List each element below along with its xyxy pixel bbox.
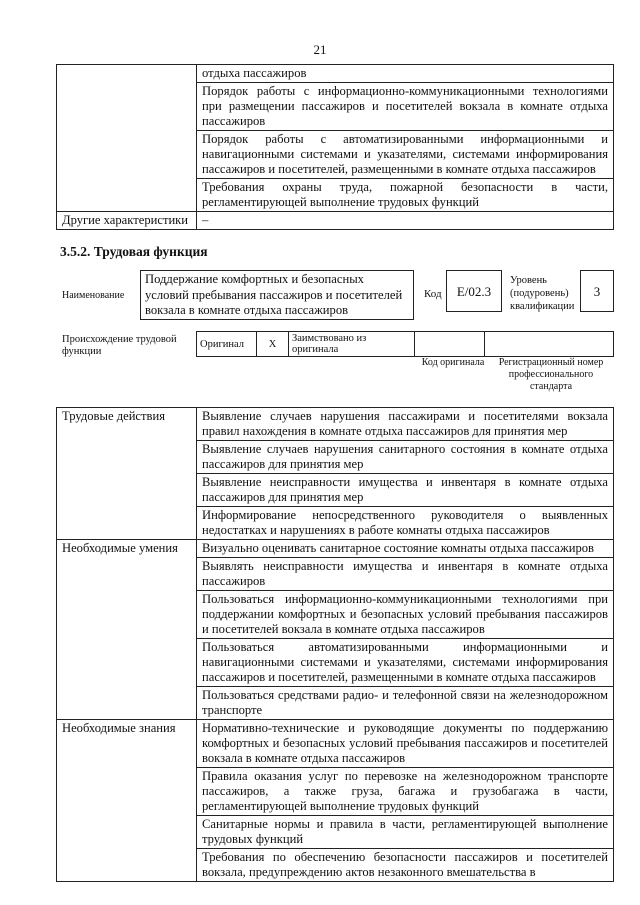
registration-number-caption: Регистрационный номер профессионального стандарта: [498, 357, 604, 392]
origin-table: [196, 331, 614, 357]
qualification-level-label: Уровень (подуровень) квалификации: [510, 275, 575, 312]
table-row: [57, 540, 614, 558]
table-cell: Пользоваться автоматизированными информационными и навигационными системами и указателями, системами информирования пассажиров и посетителей, размещенными в комнате отдыха пассажиров: [197, 639, 614, 687]
table-row: [197, 332, 614, 357]
function-code-box: Е/02.3: [446, 270, 502, 312]
borrowed-label: Заимствовано из оригинала: [289, 332, 415, 357]
table-cell: Выявление неисправности имущества и инвентаря в комнате отдыха пассажиров для принятия мер: [197, 474, 614, 507]
table-cell: Требования по обеспечению безопасности пассажиров и посетителей вокзала, предупреждению актов незаконного вмешательства в: [197, 849, 614, 882]
table-cell: Правила оказания услуг по перевозке на железнодорожном транспорте пассажиров, а также груза, багажа и грузобагажа в части, регламентирующей выполнение трудовых функций: [197, 768, 614, 816]
table-cell: Пользоваться средствами радио- и телефонной связи на железнодорожном транспорте: [197, 687, 614, 720]
table-cell: Выявление случаев нарушения пассажирами и посетителями вокзала правил нахождения в комнате отдыха пассажиров для принятия мер: [197, 408, 614, 441]
table-cell: Пользоваться информационно-коммуникационными технологиями при поддержании комфортных и безопасных условий пребывания пассажиров и посетителей вокзала в комнате отдыха пассажиров: [197, 591, 614, 639]
table-cell: отдыха пассажиров: [197, 65, 614, 83]
table-cell: Нормативно-технические и руководящие документы по поддержанию комфортных и безопасных условий пребывания пассажиров и посетителей вокзала в комнате отдыха пассажиров: [197, 720, 614, 768]
function-details-table: [56, 407, 614, 882]
table-cell: Выявление случаев нарушения санитарного состояния в комнате отдыха пассажиров для принятия мер: [197, 441, 614, 474]
other-characteristics-label: Другие характеристики: [57, 212, 197, 230]
original-mark: Х: [257, 332, 289, 357]
table-cell: Визуально оценивать санитарное состояние комнаты отдыха пассажиров: [197, 540, 614, 558]
empty-label-cell: [57, 65, 197, 212]
origin-code-cell: [415, 332, 485, 357]
labor-actions-label: Трудовые действия: [57, 408, 197, 540]
section-heading: 3.5.2. Трудовая функция: [60, 244, 208, 259]
other-characteristics-value: –: [197, 212, 614, 230]
qualification-level-box: 3: [580, 270, 614, 312]
table-cell: Требования охраны труда, пожарной безопасности в части, регламентирующей выполнение трудовых функций: [197, 179, 614, 212]
table-cell: Выявлять неисправности имущества и инвентаря в комнате отдыха пассажиров: [197, 558, 614, 591]
origin-label: Происхождение трудовой функции: [62, 334, 177, 357]
table-cell: Порядок работы с автоматизированными информационными и навигационными системами и указателями, системами информирования пассажиров и посетителей, размещенными в комнате отдыха пассажиров: [197, 131, 614, 179]
code-label: Код: [424, 288, 442, 300]
required-knowledge-label: Необходимые знания: [57, 720, 197, 882]
registration-number-cell: [485, 332, 614, 357]
code-origin-caption: Код оригинала: [421, 357, 485, 368]
table-cell: Порядок работы с информационно-коммуникационными технологиями при размещении пассажиров и посетителей вокзала в комнате отдыха пассажиров: [197, 83, 614, 131]
table-cell: Санитарные нормы и правила в части, регламентирующей выполнение трудовых функций: [197, 816, 614, 849]
table-row: [57, 212, 614, 230]
table-row: [57, 65, 614, 83]
name-label: Наименование: [62, 290, 125, 301]
page-number: 21: [313, 42, 327, 57]
required-skills-label: Необходимые умения: [57, 540, 197, 720]
table-cell: Информирование непосредственного руководителя о выявленных недостатках и нарушениях в работе комнаты отдыха пассажиров: [197, 507, 614, 540]
characteristics-table: [56, 64, 614, 230]
function-name-box: Поддержание комфортных и безопасных условий пребывания пассажиров и посетителей вокзала в комнате отдыха пассажиров: [140, 270, 414, 320]
original-label: Оригинал: [197, 332, 257, 357]
table-row: [57, 408, 614, 441]
table-row: [57, 720, 614, 768]
